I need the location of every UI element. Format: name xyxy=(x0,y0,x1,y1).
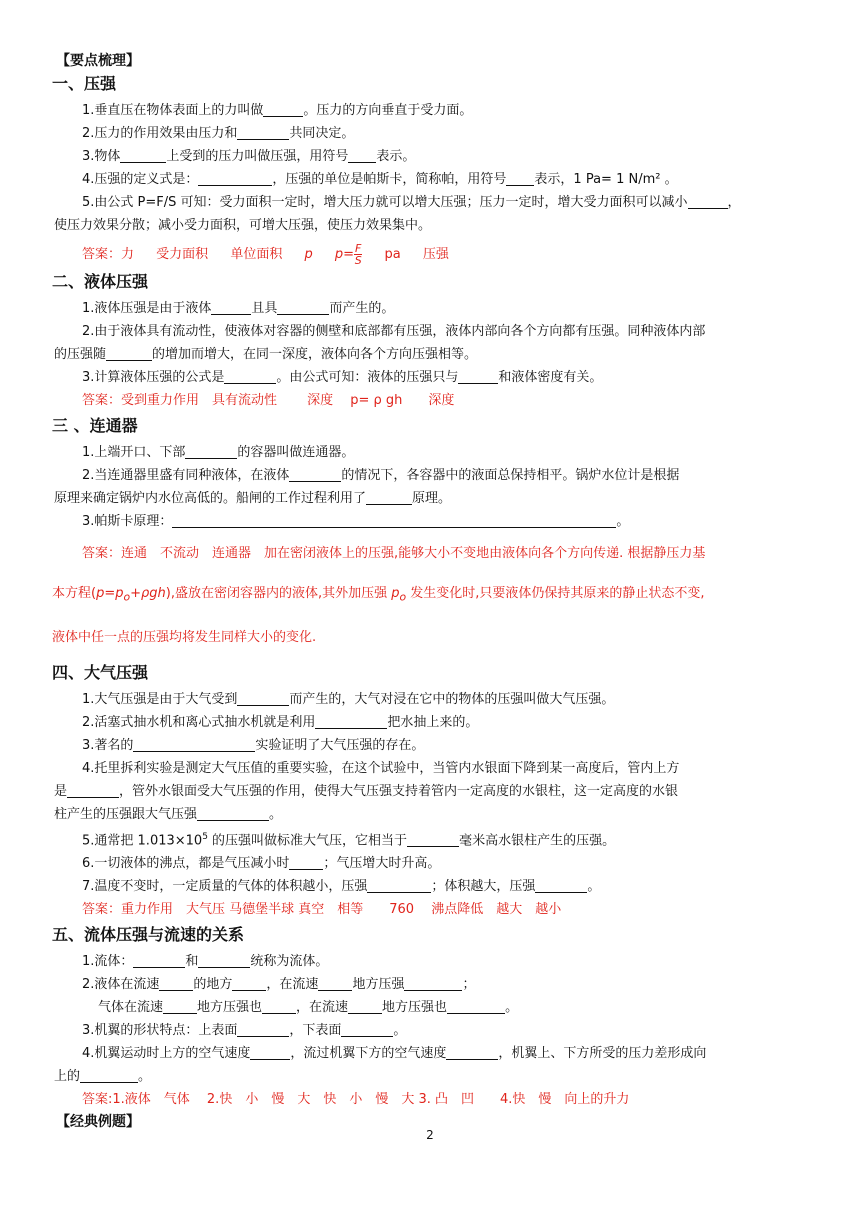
s4-answer: 答案：重力作用 大气压 马德堡半球 真空 相等 760 沸点降低 越大 越小 xyxy=(82,901,562,917)
s5-line1: 1.流体： 和 统称为流体。 xyxy=(82,953,329,969)
blank[interactable] xyxy=(237,125,289,140)
blank[interactable] xyxy=(262,999,296,1014)
heading-atmospheric-pressure: 四、大气压强 xyxy=(52,662,149,682)
blank[interactable] xyxy=(198,171,272,186)
blank[interactable] xyxy=(80,1068,138,1083)
blank[interactable] xyxy=(133,953,185,968)
blank[interactable] xyxy=(237,691,289,706)
s3-line2: 2.当连通器里盛有同种液体，在液体 的情况下，各容器中的液面总保持相平。锅炉水位计是根据 xyxy=(82,468,680,483)
heading-connected-vessels: 三 、连通器 xyxy=(52,416,138,435)
blank[interactable] xyxy=(446,1045,498,1060)
blank[interactable] xyxy=(348,999,382,1014)
s2-answer: 答案：受到重力作用 具有流动性 深度 p= ρ gh 深度 xyxy=(82,393,455,408)
blank[interactable] xyxy=(120,148,166,163)
s4-line5: 5.通常把 $1.013\times 10^5$ 的压强叫做标准大气压，它相当于 毫米高水银柱产生的压强。 xyxy=(82,831,616,848)
s1-answer: 答案：力 受力面积 单位面积 p p= $\frac{F}{S}$ pa 压强 xyxy=(82,242,449,267)
blank[interactable] xyxy=(198,953,250,968)
s5-line2: 2.液体在流速 的地方 ，在流速 地方压强 ； xyxy=(82,976,476,992)
s4-line4: 4.托里拆利实验是测定大气压值的重要实验，在这个试验中，当管内水银面下降到某一高度后，管内上方 xyxy=(82,760,680,776)
s4-line3: 3.著名的 实验证明了大气压强的存在。 xyxy=(82,737,425,753)
blank[interactable] xyxy=(289,855,323,870)
s4-line1: 1.大气压强是由于大气受到 而产生的，大气对浸在它中的物体的压强叫做大气压强。 xyxy=(82,691,615,707)
s2-line1: 1.液体压强是由于液体 且具 而产生的。 xyxy=(82,301,395,316)
blank[interactable] xyxy=(133,737,255,752)
s4-line4-cont2: 柱产生的压强跟大气压强 。 xyxy=(54,806,283,822)
s1-line4: 4.压强的定义式是： ，压强的单位是帕斯卡，简称帕，用符号 表示，1 Pa= 1 N/m² 。 xyxy=(82,172,678,187)
blank[interactable] xyxy=(506,171,534,186)
blank[interactable] xyxy=(447,999,505,1014)
s5-line5: 4.机翼运动时上方的空气速度 ，流过机翼下方的空气速度 ，机翼上、下方所受的压力差形成向 xyxy=(82,1045,707,1061)
blank[interactable] xyxy=(237,1022,289,1037)
s2-line2: 2.由于液体具有流动性，使液体对容器的侧壁和底部都有压强，液体内部向各个方向都有压强。同种液体内部 xyxy=(82,324,706,339)
s5-line5-cont: 上的 。 xyxy=(54,1068,152,1084)
fraction-f-over-s: $\frac{F}{S}$ xyxy=(354,242,362,267)
blank[interactable] xyxy=(277,300,329,315)
s2-line3: 3.计算液体压强的公式是 。由公式可知：液体的压强只与 和液体密度有关。 xyxy=(82,370,603,385)
blank[interactable] xyxy=(250,1045,290,1060)
s3-answer xyxy=(52,543,812,649)
s3-line1: 1.上端开口、下部 的容器叫做连通器。 xyxy=(82,445,355,460)
s1-line1: 1.垂直压在物体表面上的力叫做 。压力的方向垂直于受力面。 xyxy=(82,103,473,118)
document-page xyxy=(52,50,812,1133)
blank[interactable] xyxy=(263,102,303,117)
blank[interactable] xyxy=(404,976,462,991)
blank[interactable] xyxy=(315,714,387,729)
blank[interactable] xyxy=(318,976,352,991)
section-label-key-points: 【要点梳理】 xyxy=(56,53,140,69)
blank[interactable] xyxy=(341,1022,393,1037)
heading-pressure: 一、压强 xyxy=(52,74,117,93)
s1-line2: 2.压力的作用效果由压力和 共同决定。 xyxy=(82,126,355,141)
s4-line4-cont: 是 ，管外水银面受大气压强的作用，使得大气压强支持着管内一定高度的水银柱，这一定高度的水银 xyxy=(54,783,679,799)
blank[interactable] xyxy=(224,369,276,384)
page-number: 2 xyxy=(426,1128,434,1142)
blank[interactable] xyxy=(348,148,376,163)
s5-answer: 答案:1.液体 气体 2.快 小 慢 大 快 小 慢 大 3. 凸 凹 4.快 慢 向上的升力 xyxy=(82,1091,630,1107)
blank[interactable] xyxy=(367,878,431,893)
blank[interactable] xyxy=(163,999,197,1014)
s4-line7: 7.温度不变时，一定质量的气体的体积越小，压强 ；体积越大，压强 。 xyxy=(82,878,601,894)
blank[interactable] xyxy=(289,467,341,482)
blank[interactable] xyxy=(106,346,152,361)
s3-answer-line3: 液体中任一点的压强均将发生同样大小的变化. xyxy=(52,629,317,645)
s1-line5: 5.由公式 P=F/S 可知：受力面积一定时，增大压力就可以增大压强；压力一定时，增大受力面积可以减小 ， xyxy=(82,195,741,210)
blank[interactable] xyxy=(211,300,251,315)
s3-answer-line2: 本方程$(p=p_o+\rho gh)$,盛放在密闭容器内的液体,其外加压强 $p_o$ 发生变化时,只要液体仍保持其原来的静止状态不变, xyxy=(52,586,705,604)
s1-line5-cont: 使压力效果分散；减小受力面积，可增大压强，使压力效果集中。 xyxy=(54,218,432,233)
blank[interactable] xyxy=(407,832,459,847)
blank[interactable] xyxy=(232,976,266,991)
blank[interactable] xyxy=(159,976,193,991)
blank[interactable] xyxy=(172,513,616,528)
blank[interactable] xyxy=(688,194,728,209)
s2-line2-cont: 的压强随 的增加而增大，在同一深度，液体向各个方向压强相等。 xyxy=(54,347,478,362)
s3-line2-cont: 原理来确定锅炉内水位高低的。船闸的工作过程利用了 原理。 xyxy=(54,491,452,506)
s5-line3: 气体在流速 地方压强也 ，在流速 地方压强也 。 xyxy=(98,999,519,1015)
s1-line3: 3.物体 上受到的压力叫做压强，用符号 表示。 xyxy=(82,149,416,164)
blank[interactable] xyxy=(458,369,498,384)
s5-line4: 3.机翼的形状特点：上表面 ，下表面 。 xyxy=(82,1022,407,1038)
heading-fluid-pressure-velocity: 五、流体压强与流速的关系 xyxy=(52,924,245,944)
s4-line6: 6.一切液体的沸点，都是气压减小时 ；气压增大时升高。 xyxy=(82,855,441,871)
blank[interactable] xyxy=(535,878,587,893)
blank[interactable] xyxy=(185,444,237,459)
blank[interactable] xyxy=(197,806,269,821)
section-label-examples: 【经典例题】 xyxy=(56,1113,140,1130)
s4-line2: 2.活塞式抽水机和离心式抽水机就是利用 把水抽上来的。 xyxy=(82,714,479,730)
blank[interactable] xyxy=(366,490,412,505)
s3-answer-line1: 答案：连通 不流动 连通器 加在密闭液体上的压强,能够大小不变地由液体向各个方向传递. 根据静压力基 xyxy=(82,546,706,561)
blank[interactable] xyxy=(67,783,119,798)
heading-liquid-pressure: 二、液体压强 xyxy=(52,272,149,291)
s3-line3: 3.帕斯卡原理： 。 xyxy=(82,514,630,529)
